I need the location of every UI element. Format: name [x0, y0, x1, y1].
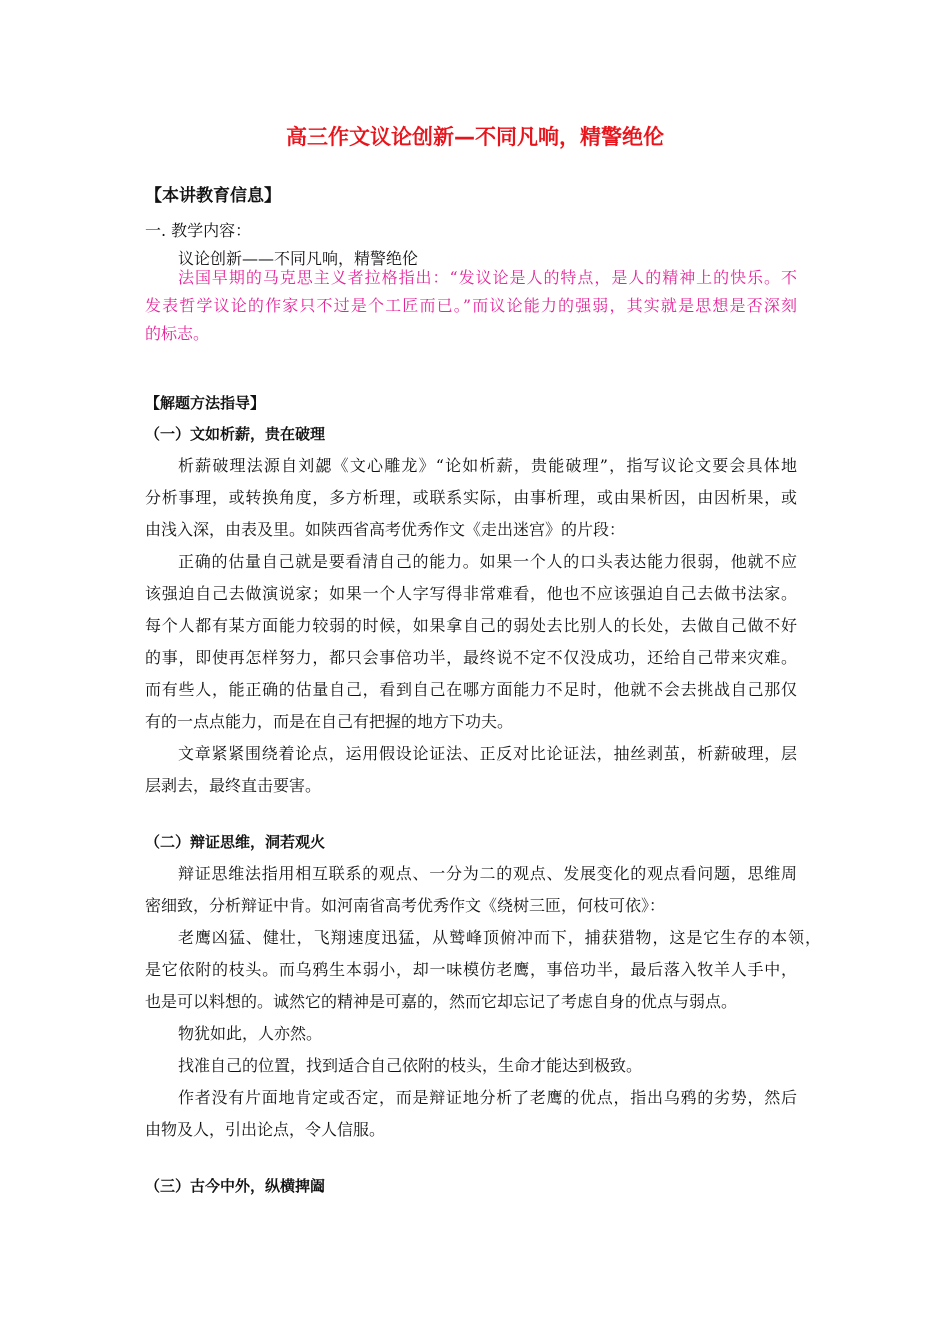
example-line: 物犹如此，人亦然。: [178, 1024, 323, 1043]
example-line: 是它依附的枝头。而乌鸦生本弱小，却一味模仿老鹰，事倍功半，最后落入牧羊人手中，: [145, 960, 797, 979]
example-line: 的事，即使再怎样努力，都只会事倍功半，最终说不定不仅没成功，还给自己带来灾难。: [145, 648, 797, 667]
lesson-topic: 议论创新——不同凡响，精警绝伦: [178, 249, 419, 268]
quote-line: 发表哲学议论的作家只不过是个工匠而已。”而议论能力的强弱，其实就是思想是否深刻: [145, 296, 797, 315]
quote-line: 法国早期的马克思主义者拉格指出：“发议论是人的特点，是人的精神上的快乐。不: [178, 268, 797, 287]
quote-line: 的标志。: [145, 324, 210, 343]
example-line: 该强迫自己去做演说家；如果一个人字写得非常难看，他也不应该强迫自己去做书法家。: [145, 584, 797, 603]
paragraph-line: 析薪破理法源自刘勰《文心雕龙》“论如析薪，贵能破理”，指写议论文要会具体地: [178, 456, 797, 475]
comment-line: 文章紧紧围绕着论点，运用假设论证法、正反对比论证法，抽丝剥茧，析薪破理，层: [178, 744, 797, 763]
section-heading-education-info: 【本讲教育信息】: [145, 186, 281, 206]
example-line: 也是可以料想的。诚然它的精神是可嘉的，然而它却忘记了考虑自身的优点与弱点。: [145, 992, 738, 1011]
section-heading-method-guide: 【解题方法指导】: [145, 394, 266, 412]
paragraph-line: 分析事理，或转换角度，多方析理，或联系实际，由事析理，或由果析因，由因析果，或: [145, 488, 797, 507]
comment-line: 层剥去，最终直击要害。: [145, 776, 322, 795]
document-title: 高三作文议论创新—不同凡响，精警绝伦: [286, 125, 664, 149]
comment-line: 由物及人，引出论点，令人信服。: [145, 1120, 386, 1139]
paragraph-line: 辩证思维法指用相互联系的观点、一分为二的观点、发展变化的观点看问题，思维周: [178, 864, 797, 883]
subsection-heading-2: （二）辩证思维，洞若观火: [145, 833, 326, 851]
comment-line: 作者没有片面地肯定或否定，而是辩证地分析了老鹰的优点，指出乌鸦的劣势，然后: [178, 1088, 797, 1107]
teaching-content-item: 一. 教学内容：: [145, 221, 252, 240]
subsection-heading-1: （一）文如析薪，贵在破理: [145, 425, 326, 443]
example-line: 有的一点点能力，而是在自己有把握的地方下功夫。: [145, 712, 514, 731]
example-line: 正确的估量自己就是要看清自己的能力。如果一个人的口头表达能力很弱，他就不应: [178, 552, 797, 571]
example-line: 每个人都有某方面能力较弱的时候，如果拿自己的弱处去比别人的长处，去做自己做不好: [145, 616, 797, 635]
subsection-heading-3: （三）古今中外，纵横捭阖: [145, 1177, 326, 1195]
example-line: 找准自己的位置，找到适合自己依附的枝头，生命才能达到极致。: [178, 1056, 643, 1075]
paragraph-line: 密细致，分析辩证中肯。如河南省高考优秀作文《绕树三匝，何枝可依》：: [145, 896, 666, 915]
example-line: 老鹰凶猛、健壮，飞翔速度迅猛，从鹫峰顶俯冲而下，捕获猎物，这是它生存的本领，: [178, 928, 821, 947]
paragraph-line: 由浅入深，由表及里。如陕西省高考优秀作文《走出迷宫》的片段：: [145, 520, 626, 539]
example-line: 而有些人，能正确的估量自己，看到自己在哪方面能力不足时，他就不会去挑战自己那仅: [145, 680, 797, 699]
